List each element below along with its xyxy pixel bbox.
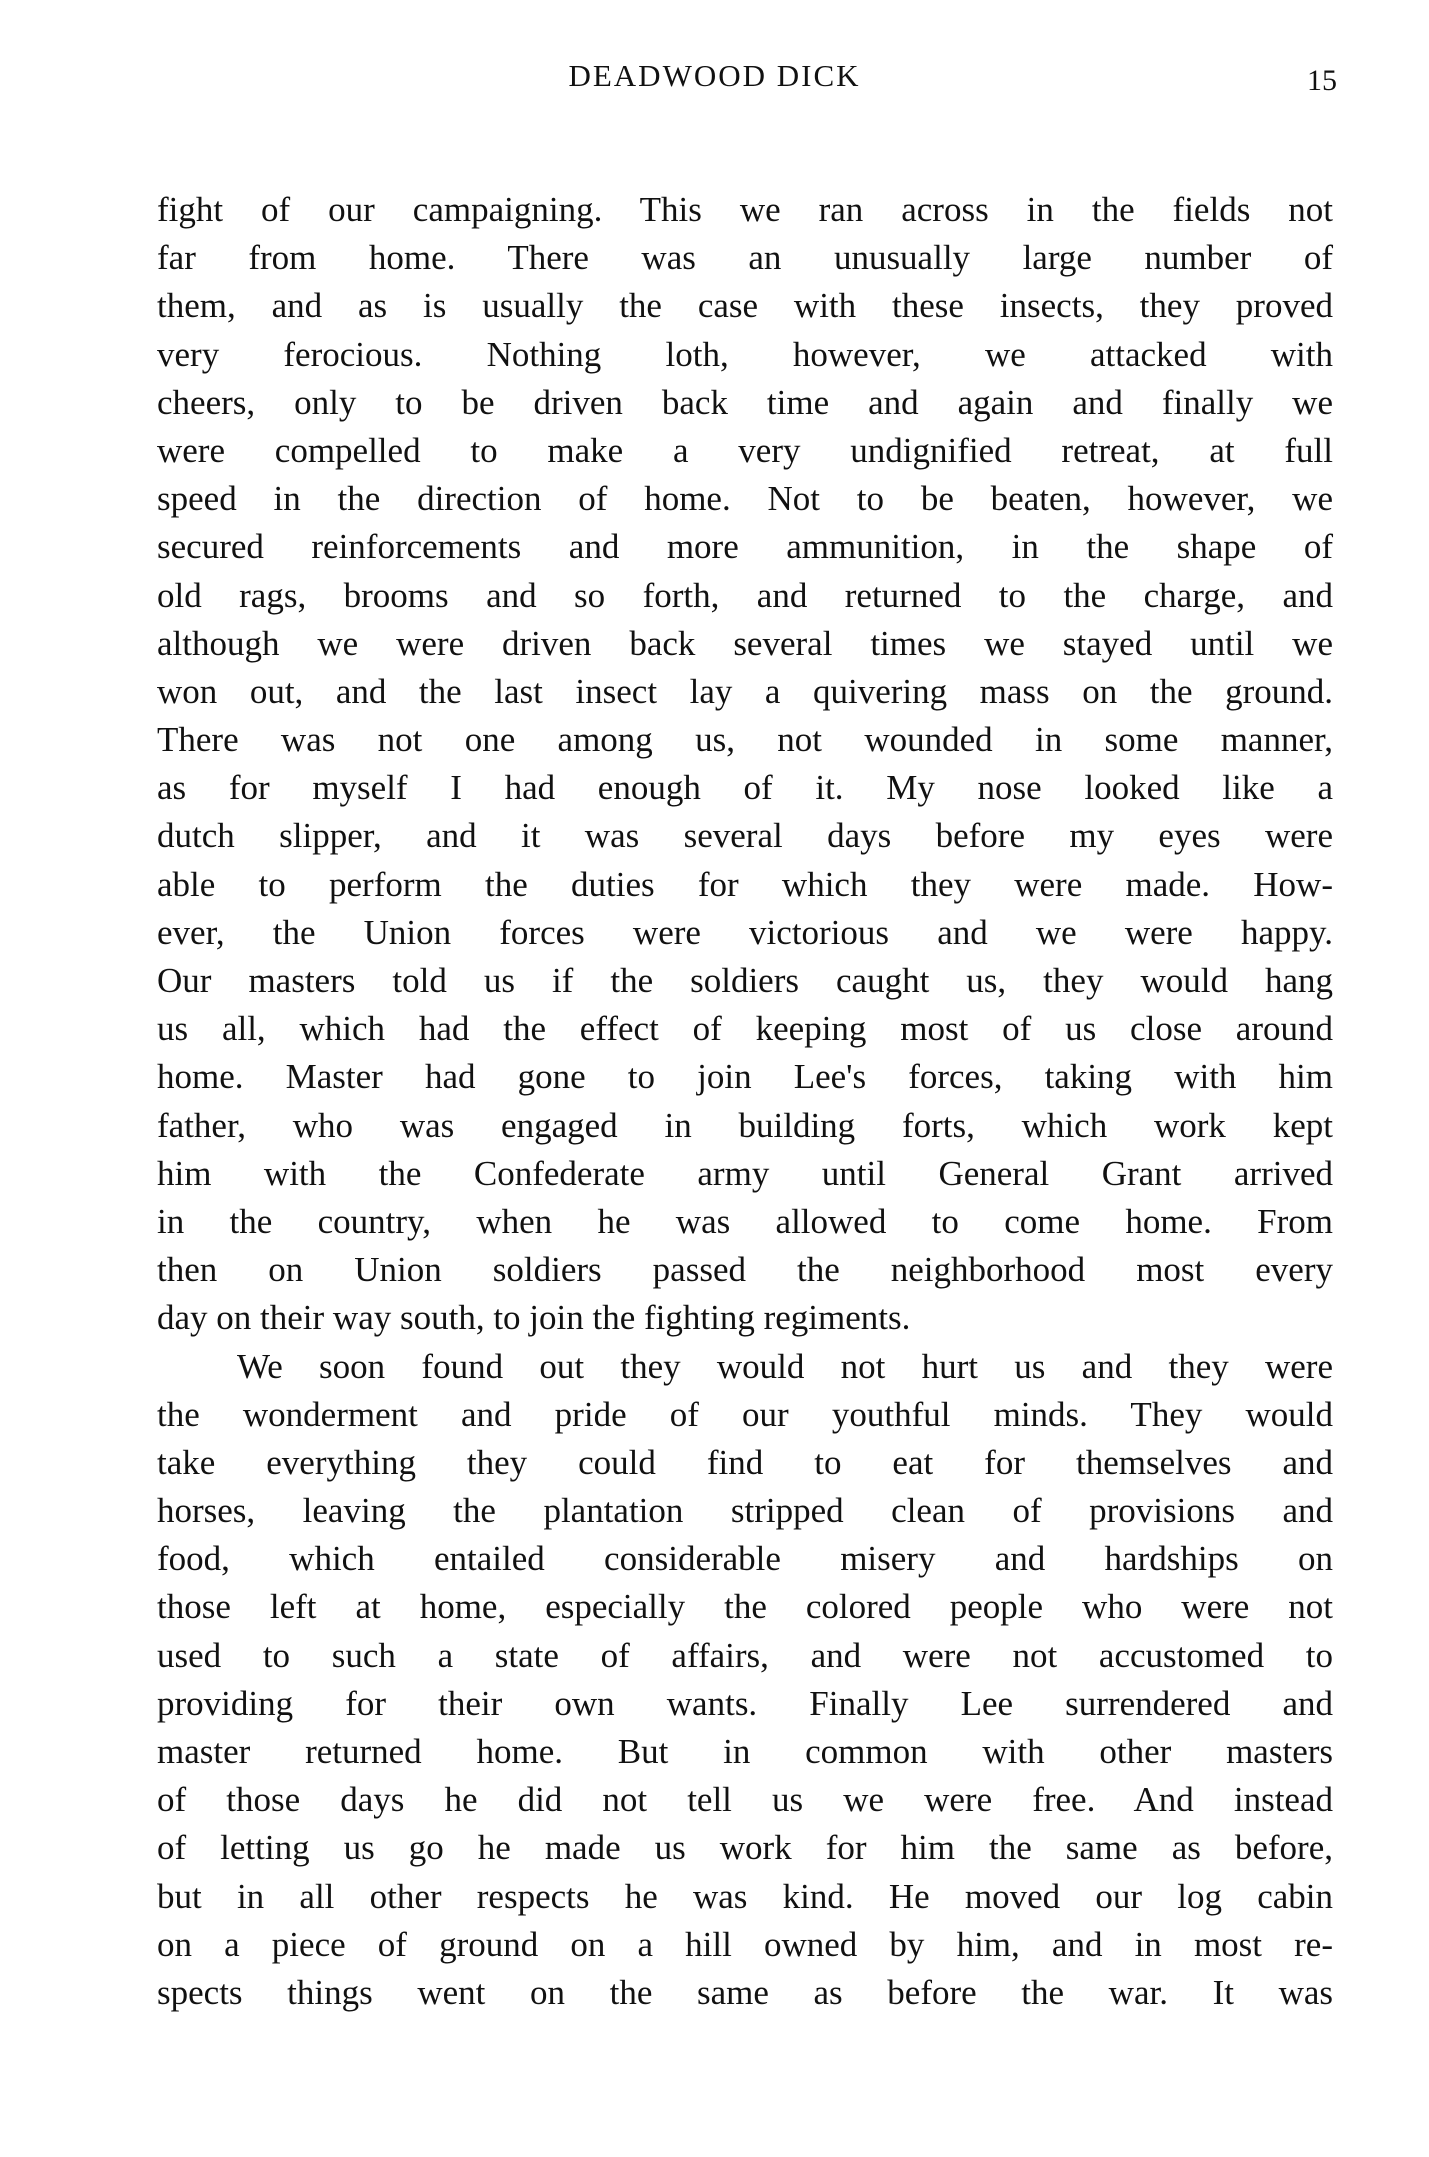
text-line: used to such a state of affairs, and were not accustomed to xyxy=(157,1635,1333,1675)
text-line: very ferocious. Nothing loth, however, we attacked with xyxy=(157,334,1333,374)
text-line: old rags, brooms and so forth, and returned to the charge, and xyxy=(157,575,1333,615)
text-line: as for myself I had enough of it. My nose looked like a xyxy=(157,768,1333,808)
text-line: horses, leaving the plantation stripped clean of provisions and xyxy=(157,1491,1333,1531)
text-line: the wonderment and pride of our youthful minds. They would xyxy=(157,1394,1333,1434)
text-line: then on Union soldiers passed the neighborhood most every xyxy=(157,1250,1333,1290)
text-line: speed in the direction of home. Not to be beaten, however, we xyxy=(157,479,1333,519)
text-line: food, which entailed considerable misery and hardships on xyxy=(157,1539,1333,1579)
text-line: We soon found out they would not hurt us and they were xyxy=(237,1346,1333,1386)
page-number: 15 xyxy=(1307,64,1337,97)
text-line: of those days he did not tell us we were free. And instead xyxy=(157,1780,1333,1820)
text-line: There was not one among us, not wounded in some manner, xyxy=(157,720,1333,760)
text-line: spects things went on the same as before the war. It was xyxy=(157,1972,1333,2012)
text-line: us all, which had the effect of keeping most of us close around xyxy=(157,1009,1333,1049)
running-header: DEADWOOD DICK xyxy=(568,58,861,93)
text-line: Our masters told us if the soldiers caught us, they would hang xyxy=(157,961,1333,1000)
text-line: father, who was engaged in building forts, which work kept xyxy=(157,1105,1333,1145)
text-line: ever, the Union forces were victorious and we were happy. xyxy=(157,912,1333,952)
text-line: of letting us go he made us work for him the same as before, xyxy=(157,1828,1333,1868)
text-line: able to perform the duties for which they were made. How- xyxy=(157,864,1333,904)
text-line: providing for their own wants. Finally Lee surrendered and xyxy=(157,1683,1333,1723)
text-line: in the country, when he was allowed to come home. From xyxy=(157,1201,1333,1241)
text-line: home. Master had gone to join Lee's forces, taking with him xyxy=(157,1057,1333,1097)
text-line: them, and as is usually the case with these insects, they proved xyxy=(157,286,1333,326)
text-line: but in all other respects he was kind. He moved our log cabin xyxy=(157,1876,1333,1916)
text-line: dutch slipper, and it was several days before my eyes were xyxy=(157,816,1333,856)
text-line: were compelled to make a very undignified retreat, at full xyxy=(157,430,1333,470)
text-line: although we were driven back several times we stayed until we xyxy=(157,623,1333,663)
text-line: him with the Confederate army until General Grant arrived xyxy=(157,1153,1333,1193)
page-body xyxy=(157,186,1333,2017)
text-line: on a piece of ground on a hill owned by him, and in most re- xyxy=(157,1924,1333,1964)
text-line: secured reinforcements and more ammunition, in the shape of xyxy=(157,527,1333,567)
text-line: take everything they could find to eat for themselves and xyxy=(157,1442,1333,1482)
text-line: day on their way south, to join the fighting regiments. xyxy=(157,1298,911,1338)
text-line: cheers, only to be driven back time and again and finally we xyxy=(157,382,1333,422)
text-line: fight of our campaigning. This we ran across in the fields not xyxy=(157,190,1333,229)
text-line: won out, and the last insect lay a quivering mass on the ground. xyxy=(157,671,1333,711)
text-line: those left at home, especially the colored people who were not xyxy=(157,1587,1333,1627)
text-line: master returned home. But in common with other masters xyxy=(157,1732,1333,1771)
text-line: far from home. There was an unusually large number of xyxy=(157,238,1333,278)
